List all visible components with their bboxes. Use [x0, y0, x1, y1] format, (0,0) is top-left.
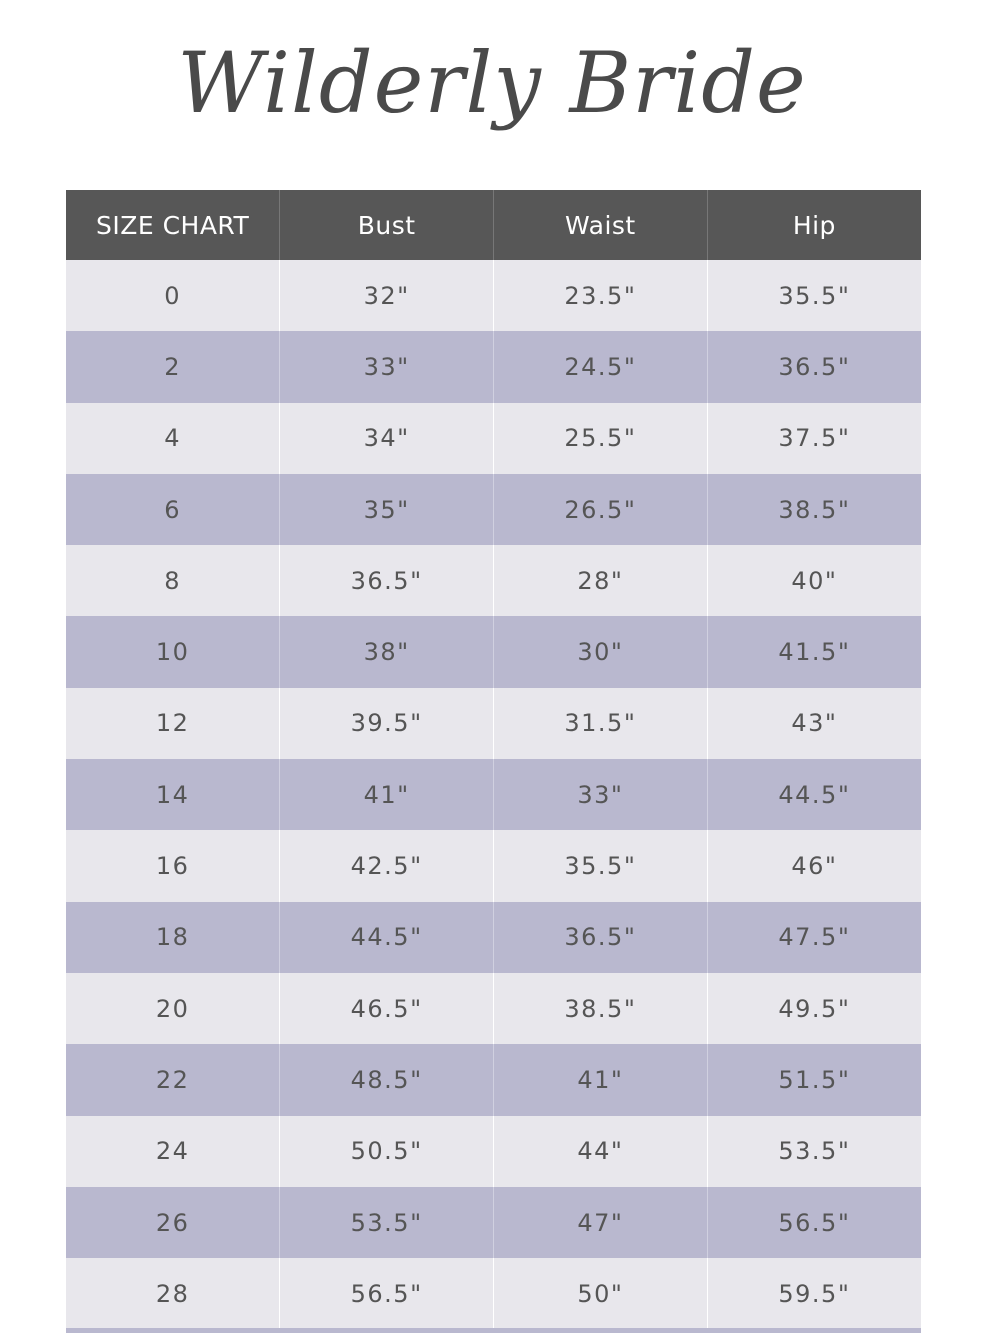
hip-cell: 37.5" — [707, 403, 921, 474]
bust-cell: 50.5" — [280, 1116, 494, 1187]
table-row — [66, 474, 921, 545]
table-row — [66, 331, 921, 402]
bust-cell: 48.5" — [280, 1044, 494, 1115]
size-cell: 16 — [66, 830, 280, 901]
hip-cell: 53.5" — [707, 1116, 921, 1187]
size-cell: 28 — [66, 1258, 280, 1329]
hip-cell: 47.5" — [707, 902, 921, 973]
bust-cell: 46.5" — [280, 973, 494, 1044]
table-row — [66, 1044, 921, 1115]
bust-cell: 44.5" — [280, 902, 494, 973]
waist-cell: 47" — [494, 1187, 708, 1258]
size-cell: 26 — [66, 1187, 280, 1258]
bust-cell: 35" — [280, 474, 494, 545]
bust-cell: 32" — [280, 260, 494, 331]
logo-wordmark — [0, 0, 1000, 190]
header-waist: Waist — [494, 190, 708, 260]
size-cell: 6 — [66, 474, 280, 545]
size-cell: 2 — [66, 331, 280, 402]
table-row — [66, 403, 921, 474]
size-cell: 12 — [66, 688, 280, 759]
waist-cell: 31.5" — [494, 688, 708, 759]
waist-cell: 30" — [494, 616, 708, 687]
hip-cell: 35.5" — [707, 260, 921, 331]
table-header-row — [66, 190, 921, 260]
bust-cell: 42.5" — [280, 830, 494, 901]
header-hip: Hip — [707, 190, 921, 260]
logo-text: Wilderly Bride — [177, 34, 807, 132]
table-row — [66, 545, 921, 616]
size-cell: 24 — [66, 1116, 280, 1187]
waist-cell: 35.5" — [494, 830, 708, 901]
bust-cell: 38" — [280, 616, 494, 687]
bust-cell: 39.5" — [280, 688, 494, 759]
hip-cell: 38.5" — [707, 474, 921, 545]
bust-cell: 41" — [280, 759, 494, 830]
size-cell: 20 — [66, 973, 280, 1044]
brand-logo — [0, 0, 1000, 190]
bust-cell: 56.5" — [280, 1258, 494, 1329]
header-bust: Bust — [280, 190, 494, 260]
hip-cell: 43" — [707, 688, 921, 759]
table-row — [66, 830, 921, 901]
waist-cell: 33" — [494, 759, 708, 830]
header-size-chart: SIZE CHART — [66, 190, 280, 260]
bust-cell: 34" — [280, 403, 494, 474]
bust-cell: 36.5" — [280, 545, 494, 616]
waist-cell: 38.5" — [494, 973, 708, 1044]
bust-cell: 33" — [280, 331, 494, 402]
size-cell: 0 — [66, 260, 280, 331]
table-row — [66, 688, 921, 759]
waist-cell: 41" — [494, 1044, 708, 1115]
waist-cell: 23.5" — [494, 260, 708, 331]
hip-cell: 46" — [707, 830, 921, 901]
table-body — [66, 260, 921, 1329]
size-chart-table — [66, 190, 921, 1329]
waist-cell: 44" — [494, 1116, 708, 1187]
bust-cell: 53.5" — [280, 1187, 494, 1258]
hip-cell: 44.5" — [707, 759, 921, 830]
table-row — [66, 260, 921, 331]
size-cell: 18 — [66, 902, 280, 973]
hip-cell: 49.5" — [707, 973, 921, 1044]
size-cell: 4 — [66, 403, 280, 474]
hip-cell: 40" — [707, 545, 921, 616]
table-row — [66, 973, 921, 1044]
waist-cell: 36.5" — [494, 902, 708, 973]
waist-cell: 25.5" — [494, 403, 708, 474]
size-cell: 10 — [66, 616, 280, 687]
table-row — [66, 759, 921, 830]
table-row — [66, 1187, 921, 1258]
hip-cell: 51.5" — [707, 1044, 921, 1115]
table-bottom-edge — [66, 1328, 921, 1333]
hip-cell: 41.5" — [707, 616, 921, 687]
waist-cell: 24.5" — [494, 331, 708, 402]
table-row — [66, 1258, 921, 1329]
hip-cell: 59.5" — [707, 1258, 921, 1329]
waist-cell: 50" — [494, 1258, 708, 1329]
table-row — [66, 902, 921, 973]
hip-cell: 36.5" — [707, 331, 921, 402]
table-row — [66, 1116, 921, 1187]
waist-cell: 26.5" — [494, 474, 708, 545]
hip-cell: 56.5" — [707, 1187, 921, 1258]
waist-cell: 28" — [494, 545, 708, 616]
size-cell: 14 — [66, 759, 280, 830]
size-cell: 8 — [66, 545, 280, 616]
size-cell: 22 — [66, 1044, 280, 1115]
table-row — [66, 616, 921, 687]
